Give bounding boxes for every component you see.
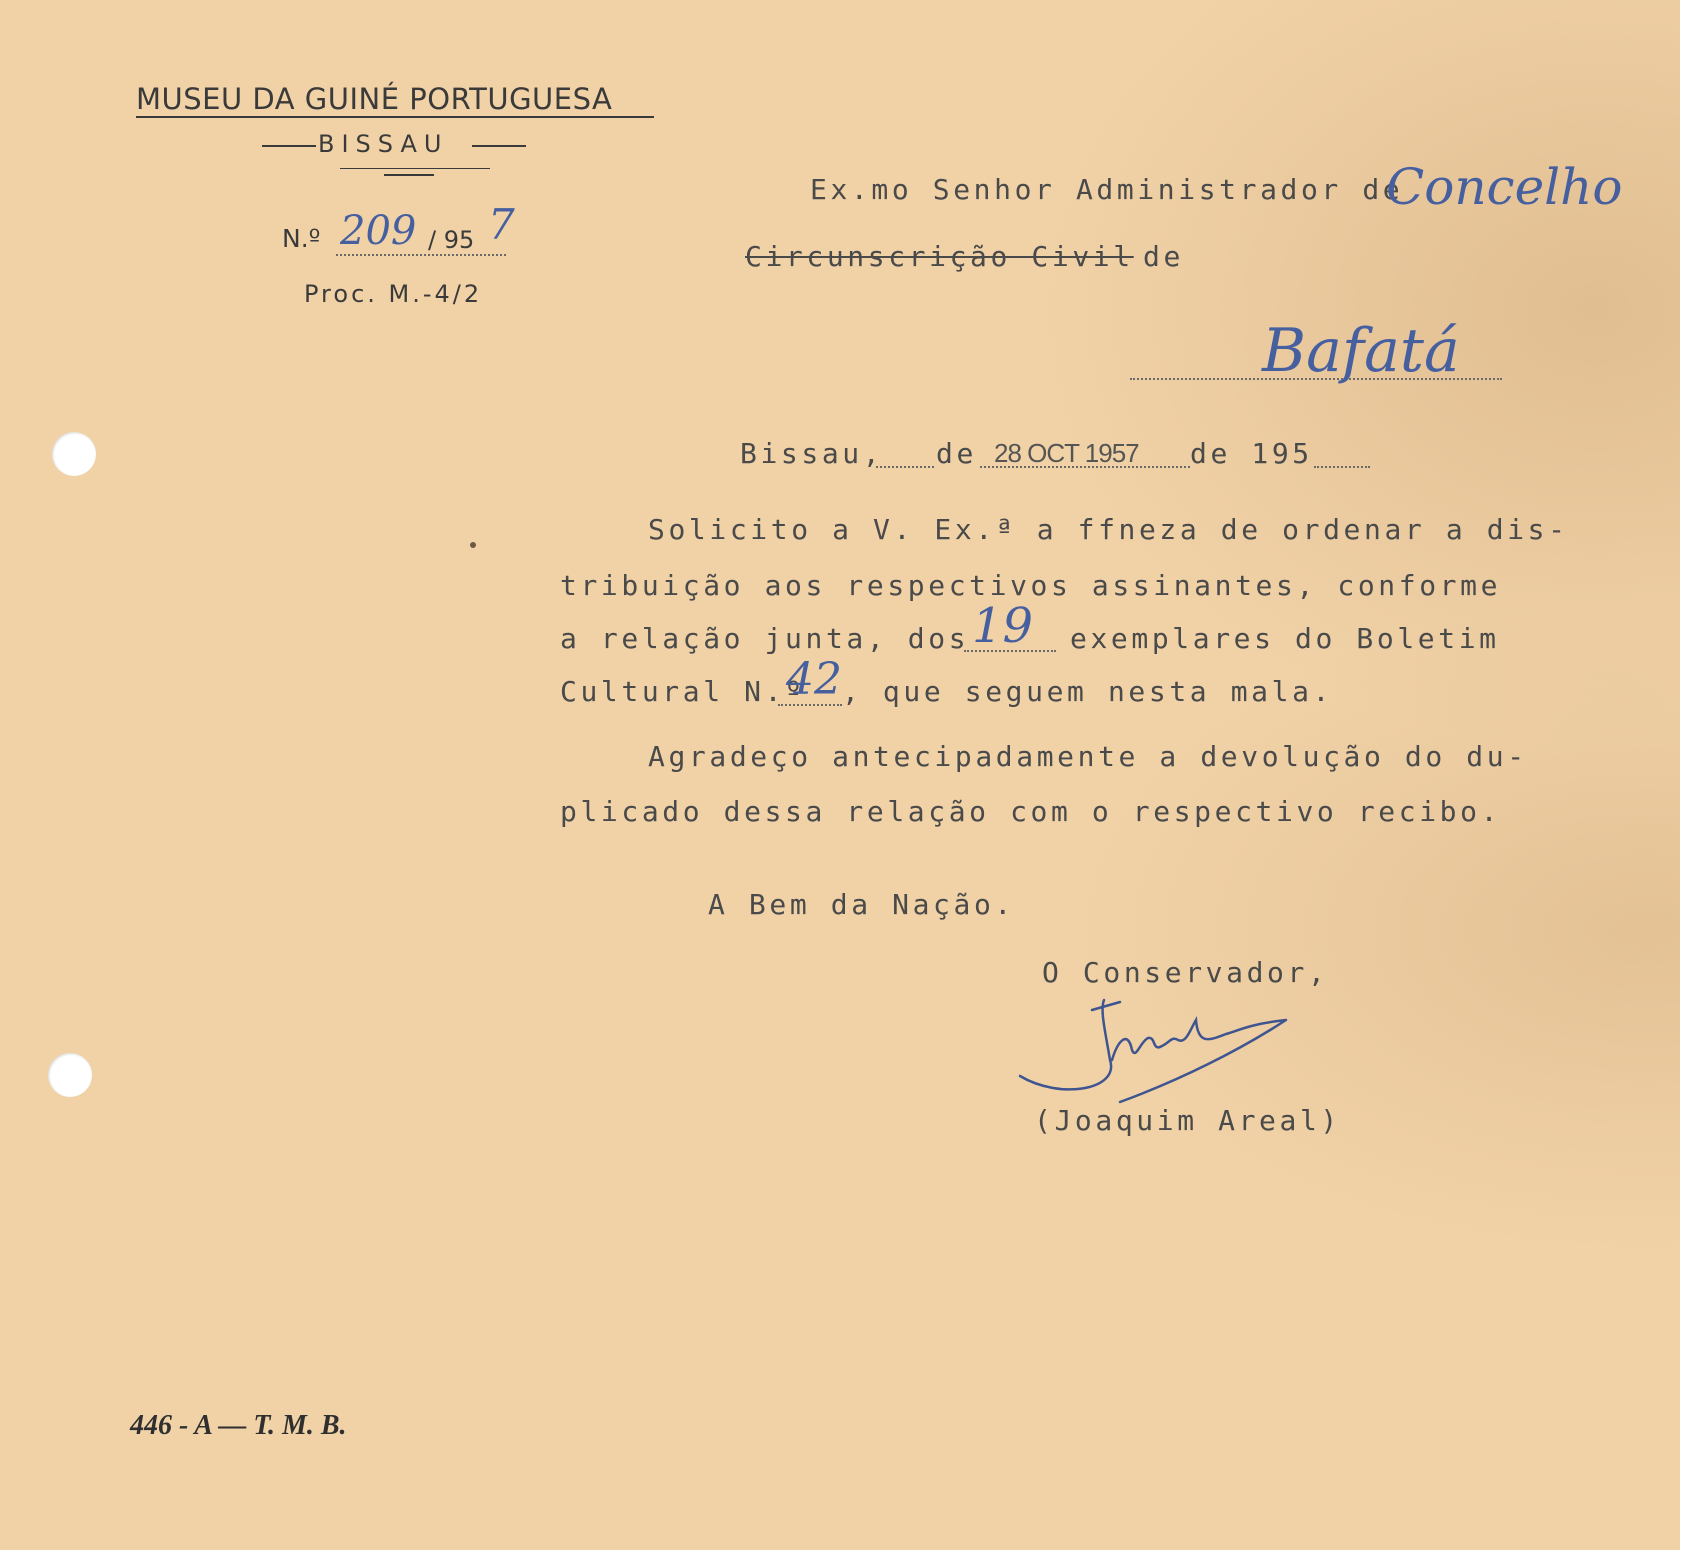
handwritten-place: Bafatá bbox=[1262, 316, 1460, 386]
struck-circunscricao: Circunscrição Civil bbox=[745, 240, 1134, 273]
date-dots-3 bbox=[1314, 466, 1370, 468]
letterhead-short-rule-2 bbox=[384, 174, 434, 176]
number-dotted-line bbox=[336, 254, 506, 256]
letterhead-short-rule bbox=[340, 168, 490, 169]
body-p1-line4-b: , que seguem nesta mala. bbox=[842, 675, 1333, 708]
body-p1-line3-a: a relação junta, dos bbox=[560, 622, 970, 655]
signatory-name: (Joaquim Areal) bbox=[1034, 1104, 1341, 1137]
date-stamp: 28 OCT 1957 bbox=[994, 438, 1139, 468]
punch-hole-bottom bbox=[48, 1053, 92, 1097]
addressee-line1: Ex.mo Senhor Administrador de bbox=[810, 173, 1404, 206]
body-p1-line3-b: exemplares do Boletim bbox=[1070, 622, 1500, 655]
handwritten-concelho: Concelho bbox=[1386, 158, 1623, 216]
handwritten-year-digit: 7 bbox=[488, 200, 515, 249]
punch-hole-top bbox=[52, 432, 96, 476]
body-p2-line1: Agradeço antecipadamente a devolução do du- bbox=[648, 740, 1528, 773]
city-rule-left bbox=[262, 145, 316, 147]
body-p2-line2: plicado dessa relação com o respectivo recibo. bbox=[560, 795, 1502, 828]
body-p1-line2: tribuição aos respectivos assinantes, conforme bbox=[560, 569, 1502, 602]
city-rule-right bbox=[472, 145, 526, 147]
date-de-2: de 195 bbox=[1190, 437, 1313, 470]
body-p1-line4-a: Cultural N.º bbox=[560, 675, 806, 708]
number-label: N.º bbox=[282, 224, 321, 253]
handwritten-number: 209 bbox=[340, 208, 417, 254]
date-city: Bissau, bbox=[740, 437, 884, 470]
date-de-1: de bbox=[936, 437, 977, 470]
date-dots-1 bbox=[876, 466, 934, 468]
salutation: A Bem da Nação. bbox=[708, 888, 1015, 921]
institution-name: MUSEU DA GUINÉ PORTUGUESA bbox=[136, 82, 613, 116]
letterhead-rule bbox=[136, 116, 654, 118]
handwritten-issue: 42 bbox=[786, 654, 842, 705]
addressee-de: de bbox=[1143, 240, 1184, 273]
signatory-role: O Conservador, bbox=[1042, 956, 1329, 989]
signature bbox=[1000, 990, 1320, 1110]
speck bbox=[470, 542, 476, 548]
body-p1-line1: Solicito a V. Ex.ª a ffneza de ordenar a dis- bbox=[648, 513, 1569, 546]
scan-right-margin bbox=[1680, 0, 1707, 1560]
handwritten-copies: 19 bbox=[972, 598, 1034, 654]
year-prefix: / 95 bbox=[428, 226, 475, 254]
city-name: BISSAU bbox=[318, 130, 449, 158]
process-number: Proc. M.-4/2 bbox=[304, 280, 483, 308]
form-code: 446 - A — T. M. B. bbox=[130, 1410, 347, 1441]
